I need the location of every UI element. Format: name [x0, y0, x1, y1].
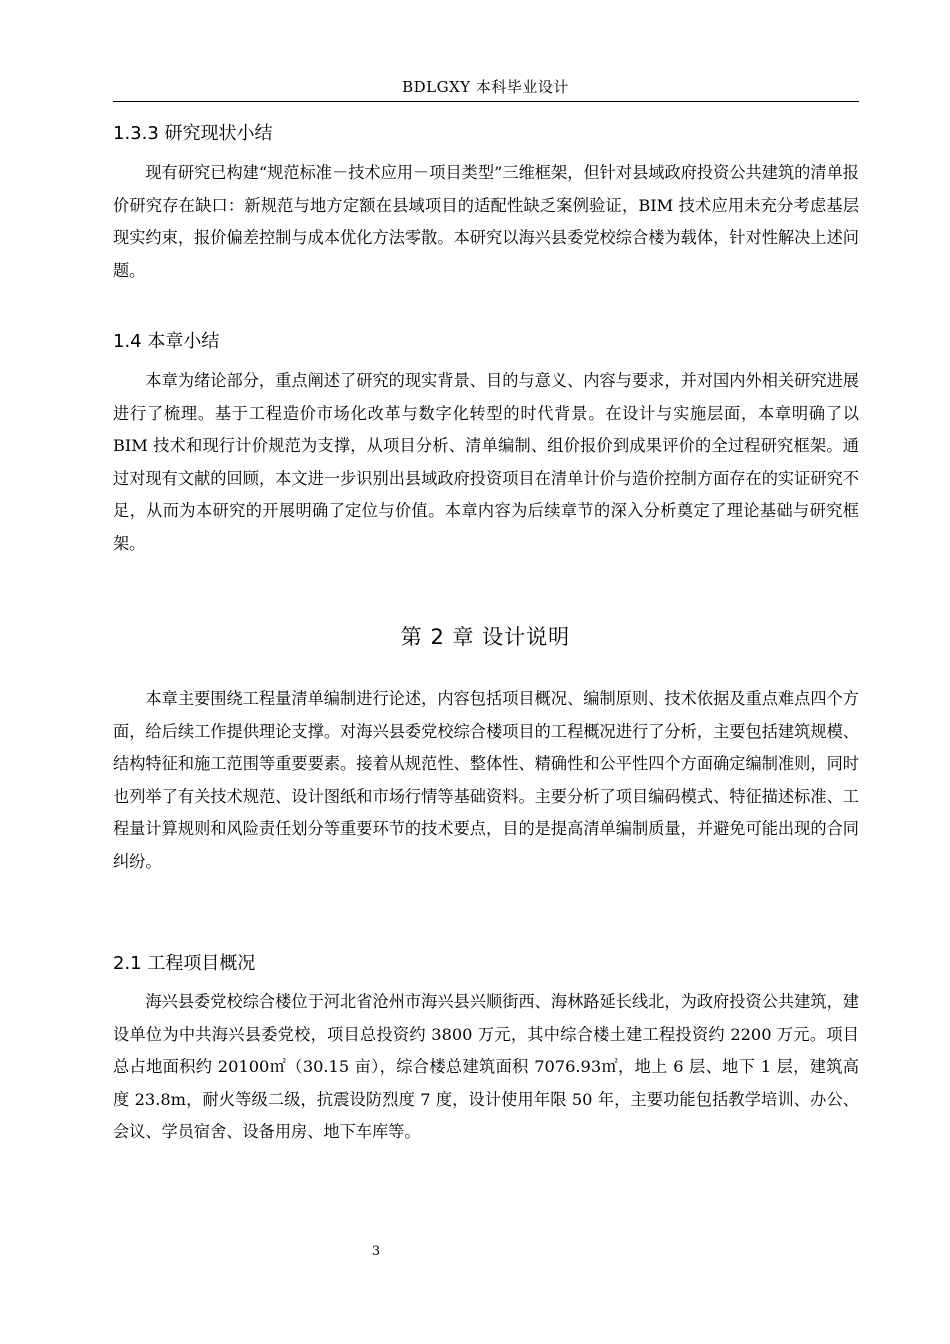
chapter-2-intro-paragraph: 本章主要围绕工程量清单编制进行论述，内容包括项目概况、编制原则、技术依据及重点难点四个方面，给后续工作提供理论支撑。对海兴县委党校综合楼项目的工程概况进行了分析，主要包括建筑规模、结构特征和施工范围等重要要素。接着从规范性、整体性、精确性和公平性四个方面确定编制准则，同时也列举了有关技术规范、设计图纸和市场行情等基础资料。主要分析了项目编码模式、特征描述标准、工程量计算规则和风险责任划分等重要环节的技术要点，目的是提高清单编制质量，并避免可能出现的合同纠纷。 [113, 689, 859, 871]
section-1-3-3-paragraph: 现有研究已构建“规范标准－技术应用－项目类型”三维框架，但针对县域政府投资公共建筑的清单报价研究存在缺口：新规范与地方定额在县域项目的适配性缺乏案例验证，BIM 技术应用未充分考虑基层现实约束，报价偏差控制与成本优化方法零散。本研究以海兴县委党校综合楼为载体，针对性解决上述问题。 [113, 163, 859, 280]
header-divider [113, 101, 859, 102]
section-heading-1-4: 1.4 本章小结 [113, 331, 220, 352]
section-1-4-paragraph: 本章为绪论部分，重点阐述了研究的现实背景、目的与意义、内容与要求，并对国内外相关研究进展进行了梳理。基于工程造价市场化改革与数字化转型的时代背景。在设计与实施层面，本章明确了以 BIM 技术和现行计价规范为支撑，从项目分析、清单编制、组价报价到成果评价的全过程研究框架。通过对现有文献的回顾，本文进一步识别出县域政府投资项目在清单计价与造价控制方面存在的实证研究不足，从而为本研究的开展明确了定位与价值。本章内容为后续章节的深入分析奠定了理论基础与研究框架。 [113, 371, 859, 553]
chapter-2-title: 第 2 章 设计说明 [400, 625, 571, 649]
page-header-title: BDLGXY 本科毕业设计 [402, 78, 569, 96]
page-number: 3 [371, 1244, 381, 1259]
section-heading-2-1: 2.1 工程项目概况 [113, 953, 256, 974]
section-2-1-paragraph: 海兴县委党校综合楼位于河北省沧州市海兴县兴顺街西、海林路延长线北，为政府投资公共建筑，建设单位为中共海兴县委党校，项目总投资约 3800 万元，其中综合楼土建工程投资约 2200 万元。项目总占地面积约 20100㎡（30.15 亩），综合楼总建筑面积 7076.93㎡，地上 6 层、地下 1 层，建筑高度 23.8m，耐火等级二级，抗震设防烈度 7 度，设计使用年限 50 年，主要功能包括教学培训、办公、会议、学员宿舍、设备用房、地下车库等。 [113, 992, 859, 1141]
section-heading-1-3-3: 1.3.3 研究现状小结 [113, 123, 273, 144]
